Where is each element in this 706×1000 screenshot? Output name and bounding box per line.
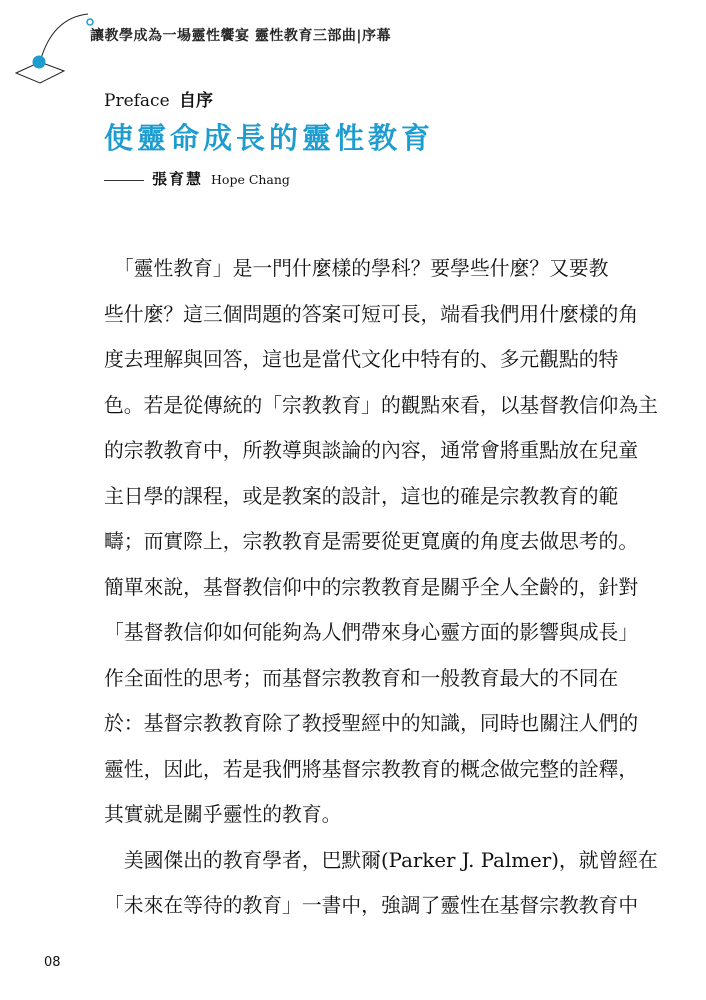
body-line: 「靈性教育」是一門什麼樣的學科？要學些什麼？又要教 (104, 257, 609, 280)
body-line: 疇；而實際上，宗教教育是需要從更寬廣的角度去做思考的。 (104, 530, 639, 553)
body-line: 簡單來說，基督教信仰中的宗教教育是關乎全人全齡的，針對 (104, 575, 639, 599)
body-text (104, 246, 658, 929)
body-line: 些什麼？這三個問題的答案可短可長，端看我們用什麼樣的角 (104, 302, 639, 326)
page-number: 08 (44, 955, 61, 970)
body-line: 作全面性的思考；而基督宗教教育和一般教育最大的不同在 (104, 666, 619, 690)
body-line: 於：基督宗教教育除了教授聖經中的知識，同時也關注人們的 (104, 712, 639, 735)
body-line: 度去理解與回答，這也是當代文化中特有的、多元觀點的特 (104, 348, 619, 371)
body-line: 主日學的課程，或是教案的設計，這也的確是宗教教育的範 (104, 484, 619, 508)
preface-label-en: Preface (104, 91, 170, 111)
author-name-en: Hope Chang (211, 172, 290, 187)
page-title: 使靈命成長的靈性教育 (104, 121, 435, 155)
body-line: 「未來在等待的教育」一書中，強調了靈性在基督宗教教育中 (104, 894, 639, 917)
author-dash (104, 180, 144, 181)
running-head: 讓教學成為一場靈性饗宴 靈性教育三部曲|序幕 (90, 28, 391, 44)
body-line: 的宗教教育中，所教導與談論的內容，通常會將重點放在兒童 (104, 439, 639, 462)
body-line: 美國傑出的教育學者，巴默爾(Parker J. Palmer)，就曾經在 (104, 848, 658, 872)
author-name-zh: 張育慧 (152, 170, 204, 188)
decorative-orbit-graphic (0, 0, 110, 90)
body-line: 「基督教信仰如何能夠為人們帶來身心靈方面的影響與成長」 (104, 621, 639, 644)
body-line: 靈性，因此，若是我們將基督宗教教育的概念做完整的詮釋， (104, 757, 639, 781)
author-line (104, 168, 290, 189)
preface-label-zh: 自序 (179, 91, 214, 111)
preface-label (104, 86, 213, 111)
body-line: 色。若是從傳統的「宗教教育」的觀點來看，以基督教信仰為主 (104, 393, 658, 417)
body-line: 其實就是關乎靈性的教育。 (104, 803, 342, 826)
